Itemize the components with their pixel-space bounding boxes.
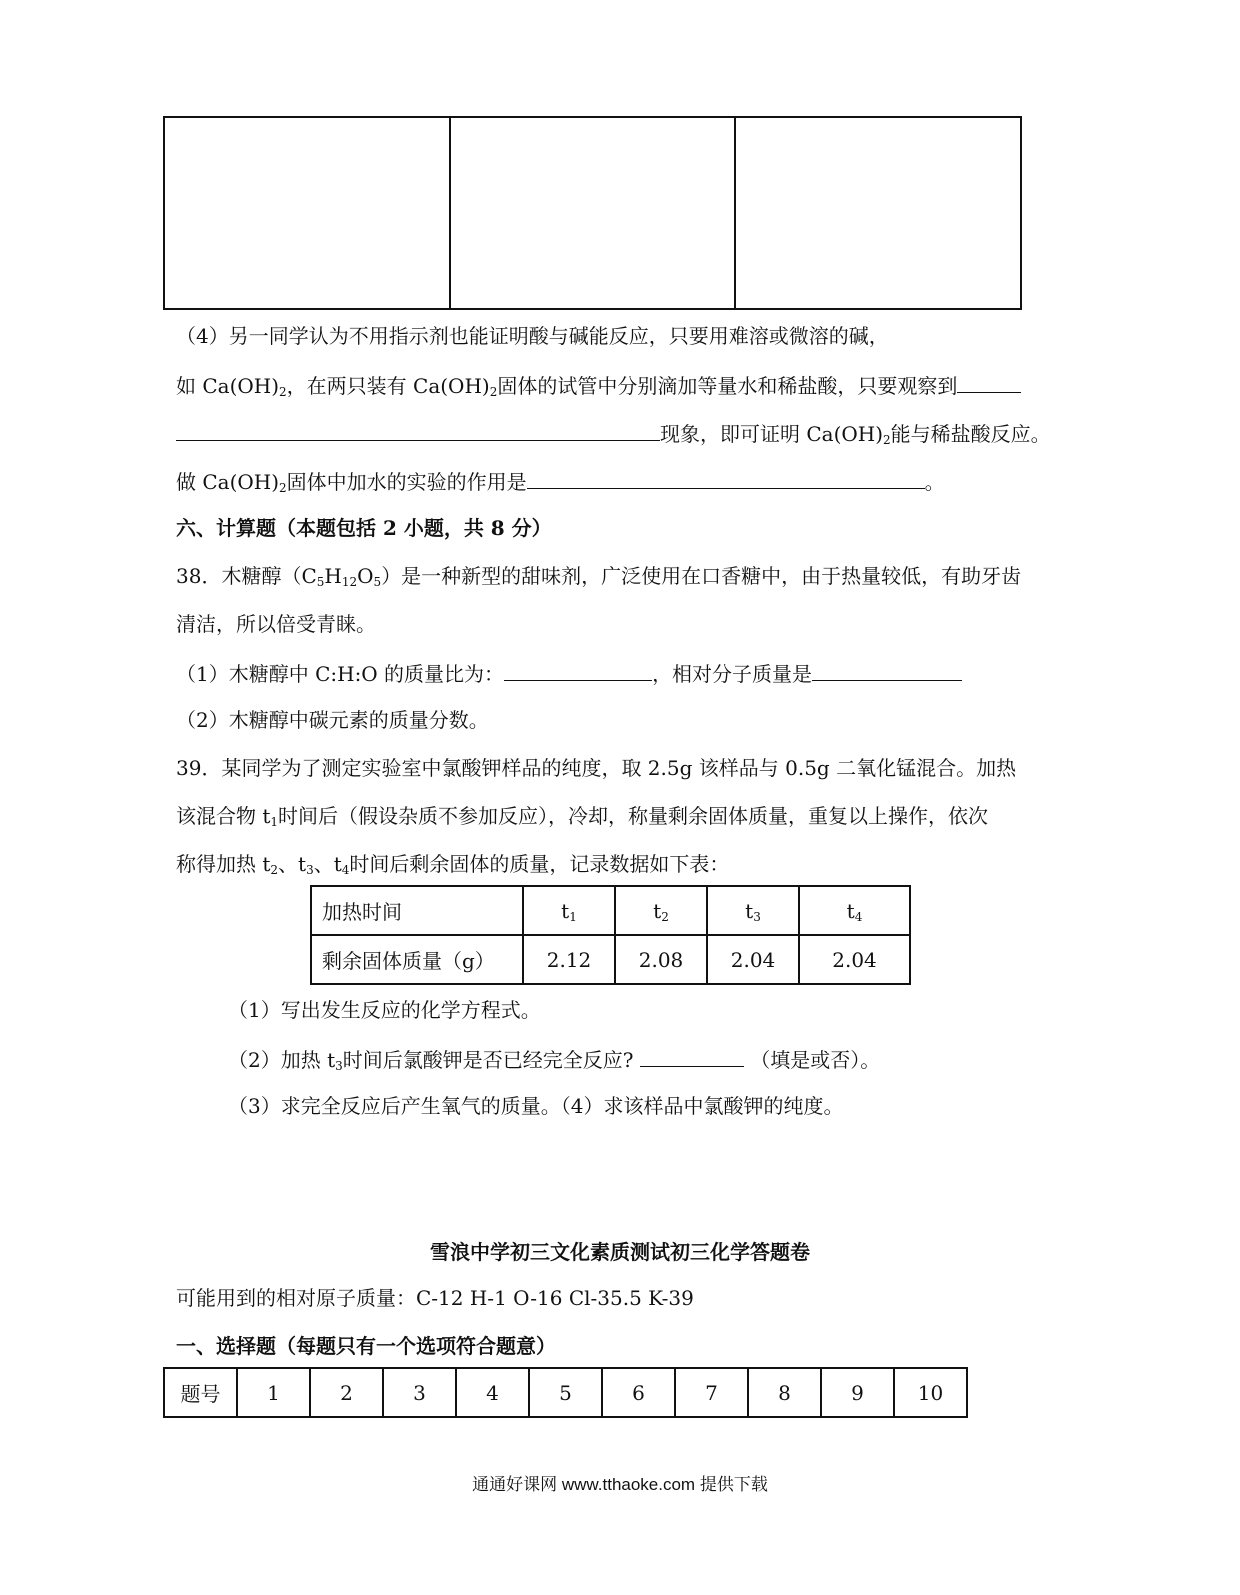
q39-line2: 该混合物 $t_1$时间后（假设杂质不参加反应），冷却，称量剩余固体质量，重复以上操作，依次: [176, 804, 989, 829]
q39-part1: （1）写出发生反应的化学方程式。: [228, 998, 541, 1022]
q39-part2: （2）加热 $t_3$时间后氯酸钾是否已经完全反应? （填是或否）。: [228, 1044, 880, 1074]
table-cell: $t_4$: [799, 886, 910, 935]
question-number-cell: 10: [894, 1368, 967, 1417]
q39-line3: 称得加热 $t_2$、$t_3$、$t_4$时间后剩余固体的质量，记录数据如下表：: [176, 852, 730, 877]
q4-blank-observation[interactable]: [176, 418, 660, 441]
q38-line1: 38．木糖醇$(C_5H_{12}O_5)$是一种新型的甜味剂，广泛使用在口香糖中，由于热量较低，有助牙齿: [176, 564, 1022, 589]
question-number-cell: 1: [237, 1368, 310, 1417]
table-header-cell: 加热时间: [311, 886, 523, 935]
q4-blank-observation-start[interactable]: [957, 370, 1021, 393]
answer-box-table: [163, 116, 1022, 310]
table-cell: 2.12: [523, 935, 615, 984]
question-number-cell: 8: [748, 1368, 821, 1417]
answer-sheet-title: 雪浪中学初三文化素质测试初三化学答题卷: [430, 1240, 810, 1264]
question-number-cell: 6: [602, 1368, 675, 1417]
q4-line4: 做 $Ca(OH)_2$固体中加水的实验的作用是 。: [176, 466, 945, 496]
question-number-cell: 3: [383, 1368, 456, 1417]
question-number-cell: 9: [821, 1368, 894, 1417]
answer-box-cell: [451, 118, 737, 308]
q4-line3: 现象，即可证明 $Ca(OH)_2$能与稀盐酸反应。: [176, 418, 1051, 448]
q4-blank-purpose[interactable]: [527, 466, 925, 489]
heating-data-table: [310, 885, 911, 985]
table-cell: 2.04: [799, 935, 910, 984]
q38-blank-molecular-mass[interactable]: [812, 658, 962, 681]
table-cell: $t_2$: [615, 886, 707, 935]
table-cell: 2.08: [615, 935, 707, 984]
table-cell: $t_3$: [707, 886, 799, 935]
q38-line2: 清洁，所以倍受青睐。: [176, 612, 376, 636]
table-cell: $t_1$: [523, 886, 615, 935]
question-number-cell: 2: [310, 1368, 383, 1417]
q39-line1: 39．某同学为了测定实验室中氯酸钾样品的纯度，取 2.5g 该样品与 0.5g 二氧化锰混合。加热: [176, 756, 1017, 780]
question-number-cell: 4: [456, 1368, 529, 1417]
q38-blank-mass-ratio[interactable]: [504, 658, 652, 681]
table-cell: 2.04: [707, 935, 799, 984]
q39-part3: （3）求完全反应后产生氧气的质量。（4）求该样品中氯酸钾的纯度。: [228, 1094, 844, 1118]
q4-line2: 如 $Ca(OH)_2$，在两只装有 $Ca(OH)_2$固体的试管中分别滴加等量水和稀盐酸，只要观察到: [176, 370, 1021, 400]
answer-box-cell: [165, 118, 451, 308]
q39-blank-complete[interactable]: [640, 1044, 744, 1067]
q38-part1: （1）木糖醇中 C:H:O 的质量比为： ，相对分子质量是: [176, 658, 962, 688]
atomic-masses: 可能用到的相对原子质量：C-12 H-1 O-16 Cl-35.5 K-39: [176, 1286, 694, 1310]
answer-grid-table: [163, 1367, 968, 1418]
table-row: [311, 886, 910, 935]
question-number-cell: 7: [675, 1368, 748, 1417]
q38-part2: （2）木糖醇中碳元素的质量分数。: [176, 708, 489, 732]
section1-title: 一、选择题（每题只有一个选项符合题意）: [176, 1334, 556, 1358]
section6-title: 六、计算题（本题包括 2 小题，共 8 分）: [176, 516, 552, 540]
table-header-cell: 题号: [164, 1368, 237, 1417]
table-row: [164, 1368, 967, 1417]
q4-line1: （4）另一同学认为不用指示剂也能证明酸与碱能反应，只要用难溶或微溶的碱，: [176, 324, 889, 348]
question-number-cell: 5: [529, 1368, 602, 1417]
page-footer: 通通好课网 www.tthaoke.com 提供下载: [472, 1475, 768, 1494]
answer-box-cell: [736, 118, 1020, 308]
table-row: [311, 935, 910, 984]
table-header-cell: 剩余固体质量（g）: [311, 935, 523, 984]
